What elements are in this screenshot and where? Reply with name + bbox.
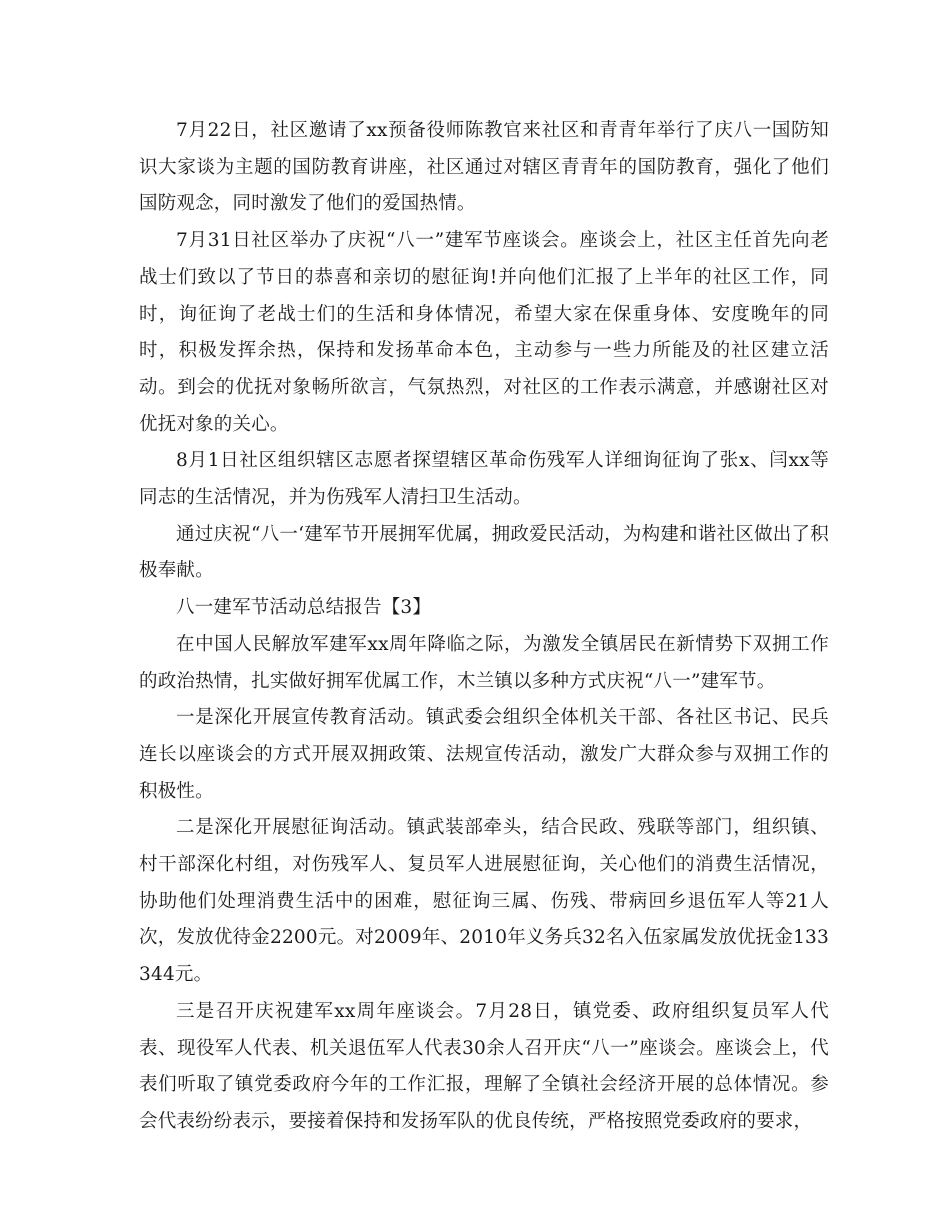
section-heading: 八一建军节活动总结报告【3】 [176,597,432,619]
paragraph-point-two: 二是深化开展慰征询活动。镇武装部牵头，结合民政、残联等部门，组织镇、村干部深化村组，对伤残军人、复员军人进展慰征询，关心他们的消费生活情况，协助他们处理消费生活中的困难，慰征询三属、伤残、带病回乡退伍军人等21人次，发放优待金2200元。对2009年、2010年义务兵32名入伍家属发放优抚金133344元。 [139,817,829,986]
document-body [139,113,829,1141]
paragraph-point-three: 三是召开庆祝建军xx周年座谈会。7月28日，镇党委、政府组织复员军人代表、现役军人代表、机关退伍军人代表30余人召开庆“八一”座谈会。座谈会上，代表们听取了镇党委政府今年的工作汇报，理解了全镇社会经济开展的总体情况。参会代表纷纷表示，要接着保持和发扬军队的优良传统，严格按照党委政府的要求， [139,1000,829,1132]
paragraph-point-one: 一是深化开展宣传教育活动。镇武委会组织全体机关干部、各社区书记、民兵连长以座谈会的方式开展双拥政策、法规宣传活动，激发广大群众参与双拥工作的积极性。 [139,707,829,802]
paragraph-veterans-forum: 7月31日社区举办了庆祝“八一”建军节座谈会。座谈会上，社区主任首先向老战士们致以了节日的恭喜和亲切的慰征询!并向他们汇报了上半年的社区工作，同时，询征询了老战士们的生活和身体情况，希望大家在保重身体、安度晚年的同时，积极发挥余热，保持和发扬革命本色，主动参与一些力所能及的社区建立活动。到会的优抚对象畅所欲言，气氛热烈，对社区的工作表示满意，并感谢社区对优抚对象的关心。 [139,230,829,435]
paragraph-intro: 在中国人民解放军建军xx周年降临之际，为激发全镇居民在新情势下双拥工作的政治热情，扎实做好拥军优属工作，木兰镇以多种方式庆祝“八一”建军节。 [139,633,829,692]
paragraph-volunteer-visit: 8月1日社区组织辖区志愿者探望辖区革命伤残军人详细询征询了张x、闫xx等同志的生活情况，并为伤残军人清扫卫生活动。 [139,450,829,509]
paragraph-summary: 通过庆祝“八一‘建军节开展拥军优属，拥政爱民活动，为构建和谐社区做出了积极奉献。 [139,523,829,582]
paragraph-community-lecture: 7月22日，社区邀请了xx预备役师陈教官来社区和青青年举行了庆八一国防知识大家谈为主题的国防教育讲座，社区通过对辖区青青年的国防教育，强化了他们国防观念，同时激发了他们的爱国热情。 [139,120,829,215]
